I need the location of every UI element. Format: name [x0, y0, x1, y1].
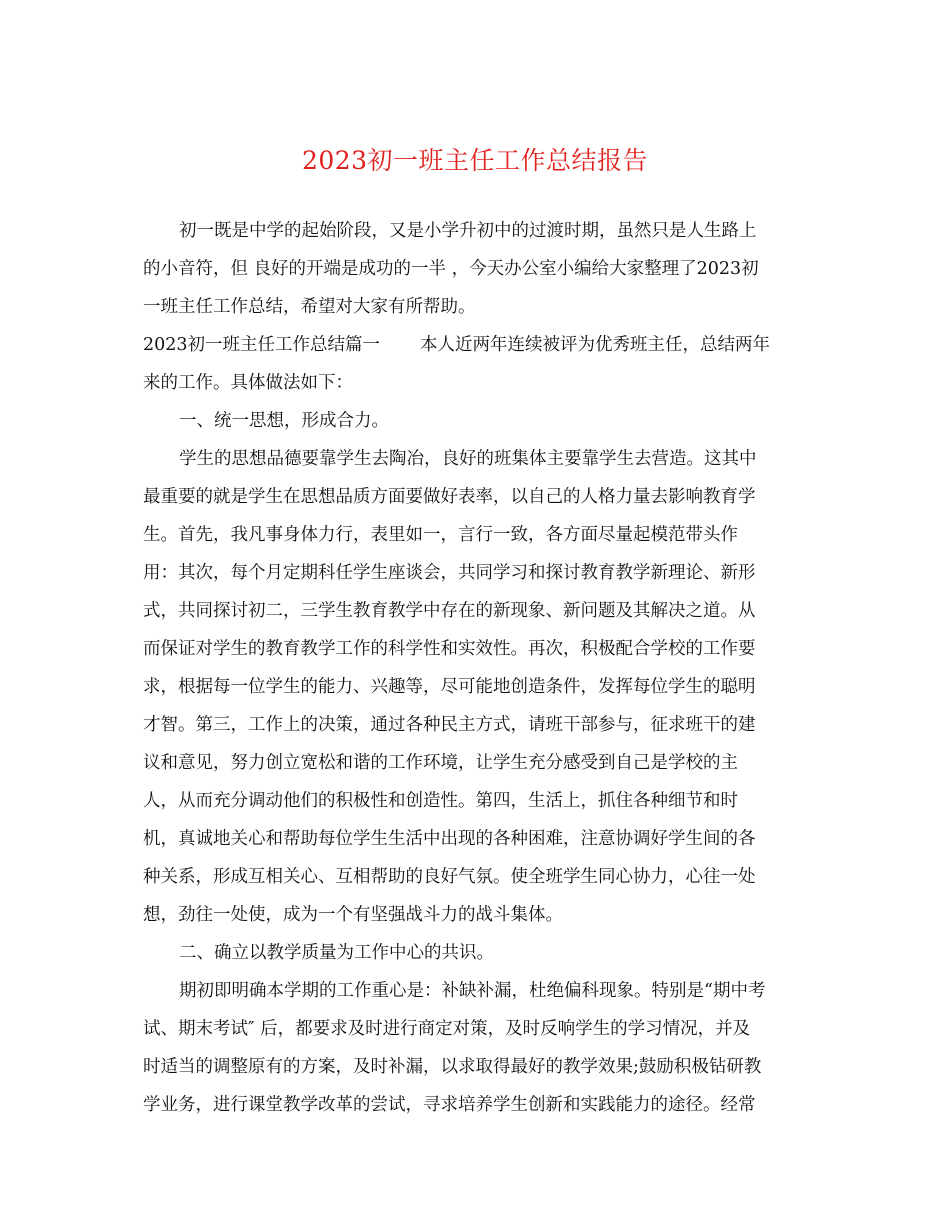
section-heading: 2023初一班主任工作总结篇一 — [143, 335, 381, 355]
paragraph-line: 试、期末考试″ 后，都要求及时进行商定对策，及时反响学生的学习情况，并及 — [143, 1019, 751, 1039]
paragraph-line: 议和意见，努力创立宽松和谐的工作环境，让学生充分感受到自己是学校的主 — [143, 753, 738, 773]
subheading: 一、统一思想，形成合力。 — [179, 411, 389, 431]
paragraph-line: 来的工作。具体做法如下： — [143, 373, 353, 393]
paragraph-line: 的小音符，但 良好的开端是成功的一半 ，今天办公室小编给大家整理了2023初 — [143, 259, 759, 279]
paragraph-line: 人，从而充分调动他们的积极性和创造性。第四，生活上，抓住各种细节和时 — [143, 791, 738, 811]
paragraph-line: 而保证对学生的教育教学工作的科学性和实效性。再次，积极配合学校的工作要 — [143, 639, 756, 659]
paragraph-line: 用：其次，每个月定期科任学生座谈会，共同学习和探讨教育教学新理论、新形 — [143, 563, 756, 583]
paragraph-line: 式，共同探讨初二，三学生教育教学中存在的新现象、新问题及其解决之道。从 — [143, 601, 756, 621]
paragraph-line: 才智。第三，工作上的决策，通过各种民主方式，请班干部参与，征求班干的建 — [143, 715, 756, 735]
paragraph-line: 想，劲往一处使，成为一个有坚强战斗力的战斗集体。 — [143, 905, 563, 925]
paragraph-line: 生。首先，我凡事身体力行，表里如一，言行一致，各方面尽量起模范带头作 — [143, 525, 738, 545]
paragraph-line: 求，根据每一位学生的能力、兴趣等，尽可能地创造条件，发挥每位学生的聪明 — [143, 677, 756, 697]
paragraph-line: 期初即明确本学期的工作重心是：补缺补漏，杜绝偏科现象。特别是“期中考 — [179, 981, 766, 1001]
paragraph-line: 机，真诚地关心和帮助每位学生生活中出现的各种困难，注意协调好学生间的各 — [143, 829, 756, 849]
paragraph-line: 学生的思想品德要靠学生去陶冶，良好的班集体主要靠学生去营造。这其中 — [179, 449, 757, 469]
paragraph-line: 时适当的调整原有的方案，及时补漏，以求取得最好的教学效果;鼓励积极钻研教 — [143, 1057, 762, 1077]
subheading: 二、确立以教学质量为工作中心的共识。 — [179, 943, 494, 963]
document-title: 2023初一班主任工作总结报告 — [301, 146, 649, 175]
paragraph-line: 学业务，进行课堂教学改革的尝试，寻求培养学生创新和实践能力的途径。经常 — [143, 1095, 756, 1115]
section-heading-line — [143, 333, 823, 357]
paragraph-line: 一班主任工作总结，希望对大家有所帮助。 — [143, 297, 476, 317]
paragraph-text: 本人近两年连续被评为优秀班主任，总结两年 — [420, 335, 771, 355]
paragraph-line: 最重要的就是学生在思想品质方面要做好表率，以自己的人格力量去影响教育学 — [143, 487, 756, 507]
paragraph-line: 种关系，形成互相关心、互相帮助的良好气氛。使全班学生同心协力，心往一处 — [143, 867, 756, 887]
paragraph-line: 初一既是中学的起始阶段，又是小学升初中的过渡时期，虽然只是人生路上 — [179, 221, 757, 241]
